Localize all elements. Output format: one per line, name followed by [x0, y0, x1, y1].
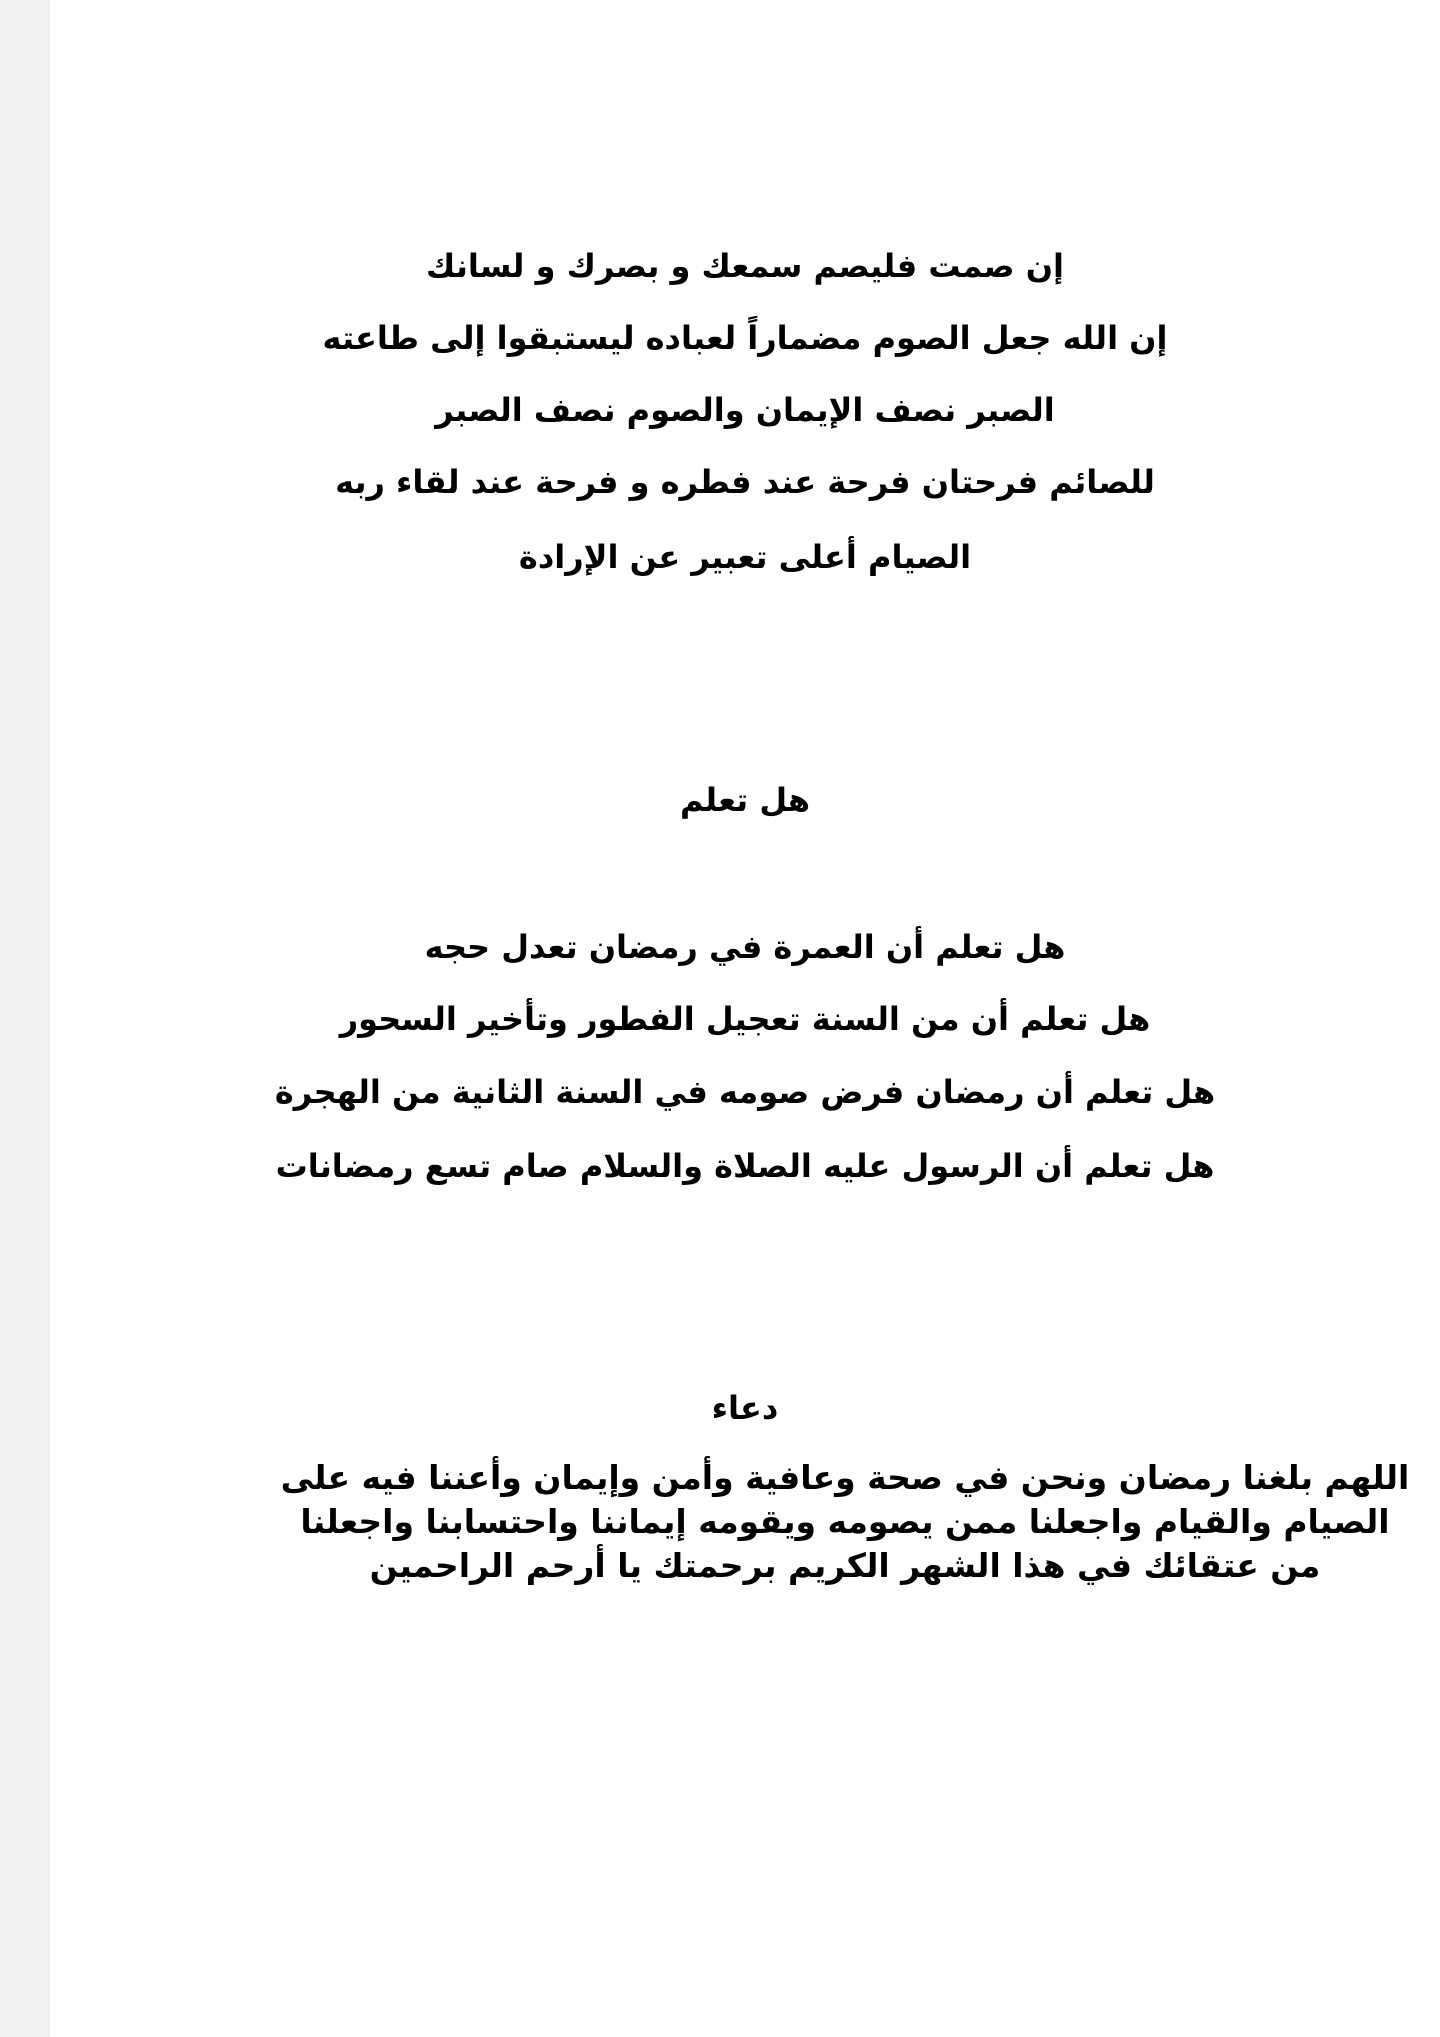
did-you-know-item-2: هل تعلم أن من السنة تعجيل الفطور وتأخير السحور [339, 1000, 1151, 1038]
did-you-know-item-4: هل تعلم أن الرسول عليه الصلاة والسلام صام تسع رمضانات [275, 1147, 1215, 1185]
did-you-know-item-3: هل تعلم أن رمضان فرض صومه في السنة الثانية من الهجرة [274, 1073, 1216, 1111]
quote-line-1: إن صمت فليصم سمعك و بصرك و لسانك [426, 247, 1064, 285]
did-you-know-heading: هل تعلم [679, 781, 811, 819]
page-margin-strip [0, 0, 50, 2037]
document-page [50, 0, 1440, 2037]
did-you-know-item-1: هل تعلم أن العمرة في رمضان تعدل حجه [424, 928, 1066, 966]
dua-text: اللهم بلغنا رمضان ونحن في صحة وعافية وأمن وإيمان وأعننا فيه على الصيام والقيام واجعلنا ممن يصومه ويقومه إيماننا واحتسابنا واجعلنا من عتقائك في هذا الشهر الكريم برحمتك يا أرحم الراحمين [280, 1458, 1410, 1585]
quote-line-4: للصائم فرحتان فرحة عند فطره و فرحة عند لقاء ربه [335, 463, 1155, 501]
quote-line-5: الصيام أعلى تعبير عن الإرادة [518, 538, 972, 576]
quote-line-2: إن الله جعل الصوم مضماراً لعباده ليستبقوا إلى طاعته [322, 319, 1168, 357]
dua-heading: دعاء [711, 1389, 779, 1427]
quote-line-3: الصبر نصف الإيمان والصوم نصف الصبر [435, 391, 1055, 429]
